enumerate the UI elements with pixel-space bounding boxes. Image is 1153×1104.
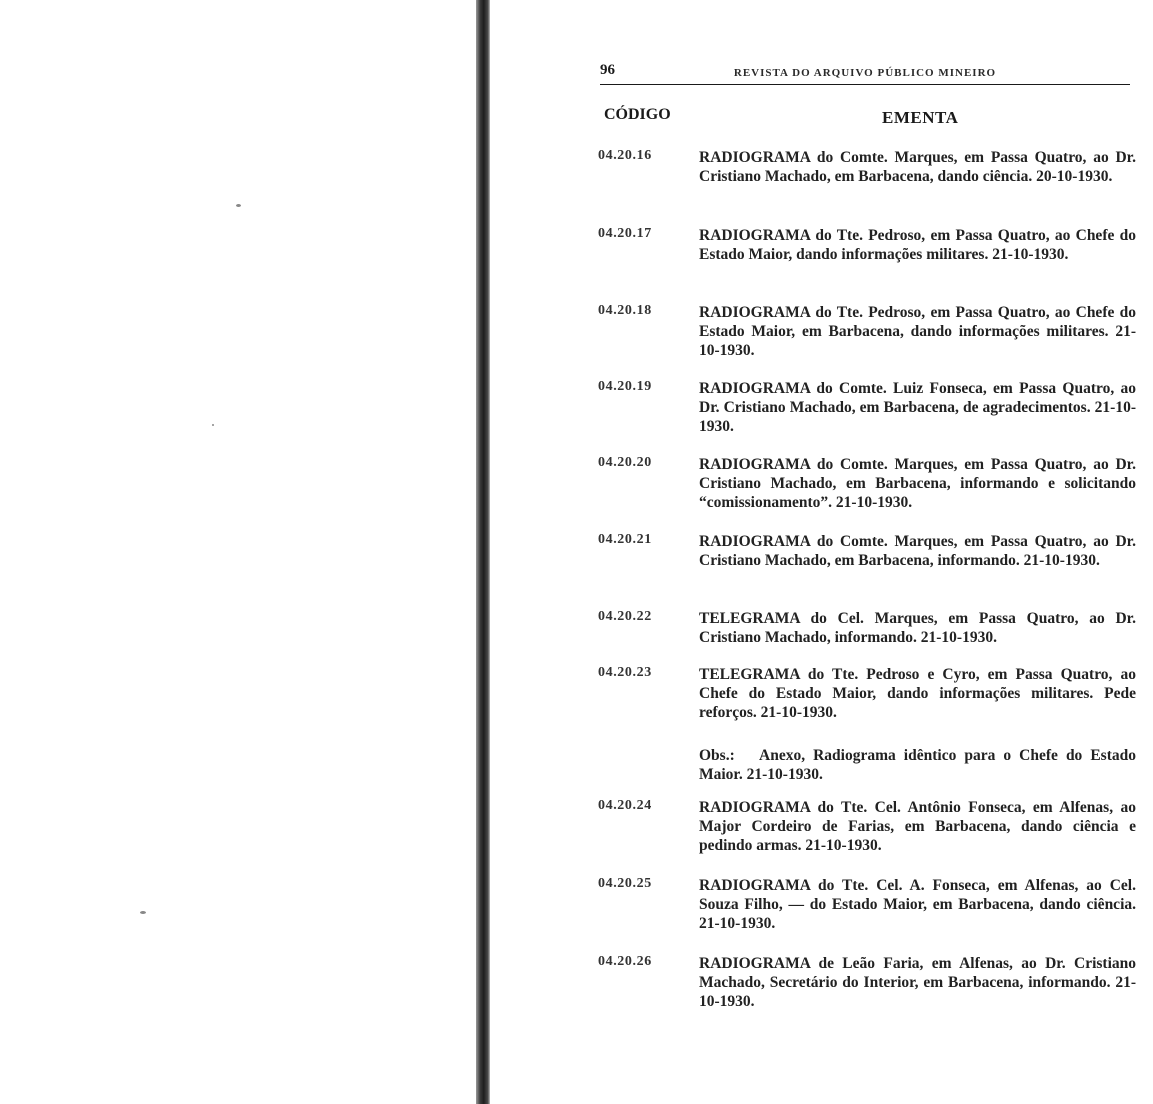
entry-code: 04.20.19 xyxy=(598,379,652,394)
entry-text: TELEGRAMA do Tte. Pedroso e Cyro, em Passa Quatro, ao Chefe do Estado Maior, dando informações militares. Pede reforços. 21-10-1930. xyxy=(699,666,1136,721)
right-page xyxy=(490,0,1153,1104)
entry-code: 04.20.20 xyxy=(598,455,652,470)
entry-text: RADIOGRAMA de Leão Faria, em Alfenas, ao Dr. Cristiano Machado, Secretário do Interior, em Barbacena, informando. 21-10-1930. xyxy=(699,955,1136,1010)
entry-code: 04.20.24 xyxy=(598,798,652,813)
header-rule xyxy=(600,84,1130,85)
entry-text: RADIOGRAMA do Tte. Cel. A. Fonseca, em Alfenas, ao Cel. Souza Filho, — do Estado Maior, em Barbacena, dando ciência. 21-10-1930. xyxy=(699,877,1136,932)
entry-text: RADIOGRAMA do Tte. Pedroso, em Passa Quatro, ao Chefe do Estado Maior, dando informações militares. 21-10-1930. xyxy=(699,227,1136,263)
entry-observation xyxy=(699,746,1136,784)
entry-text: RADIOGRAMA do Comte. Marques, em Passa Quatro, ao Dr. Cristiano Machado, em Barbacena, informando e solicitando “comissionamento”. 21-10-1930. xyxy=(699,456,1136,511)
entry-text: RADIOGRAMA do Comte. Marques, em Passa Quatro, ao Dr. Cristiano Machado, em Barbacena, informando. 21-10-1930. xyxy=(699,533,1136,569)
entry-text: RADIOGRAMA do Comte. Marques, em Passa Quatro, ao Dr. Cristiano Machado, em Barbacena, dando ciência. 20-10-1930. xyxy=(699,149,1136,185)
entry-code: 04.20.18 xyxy=(598,303,652,318)
observation-text: Anexo, Radiograma idêntico para o Chefe do Estado Maior. 21-10-1930. xyxy=(699,747,1136,783)
entry-code: 04.20.26 xyxy=(598,954,652,969)
entry-text: RADIOGRAMA do Tte. Pedroso, em Passa Quatro, ao Chefe do Estado Maior, em Barbacena, dando informações militares. 21-10-1930. xyxy=(699,304,1136,359)
entry-text: TELEGRAMA do Cel. Marques, em Passa Quatro, ao Dr. Cristiano Machado, informando. 21-10-1930. xyxy=(699,610,1136,646)
entry-code: 04.20.25 xyxy=(598,876,652,891)
code-column-header: CÓDIGO xyxy=(604,106,671,123)
ementa-column-header: EMENTA xyxy=(882,108,959,127)
entry-code: 04.20.23 xyxy=(598,665,652,680)
entry-code: 04.20.21 xyxy=(598,532,652,547)
entry-code: 04.20.17 xyxy=(598,226,652,241)
left-page-blank xyxy=(0,0,470,1104)
entry-code: 04.20.16 xyxy=(598,148,652,163)
journal-title: REVISTA DO ARQUIVO PÚBLICO MINEIRO xyxy=(733,67,997,79)
running-head xyxy=(600,62,1130,90)
scan-speck xyxy=(212,424,214,426)
page-number: 96 xyxy=(600,62,615,78)
scan-speck xyxy=(140,911,146,914)
entry-text: RADIOGRAMA do Tte. Cel. Antônio Fonseca, em Alfenas, ao Major Cordeiro de Farias, em Barbacena, dando ciência e pedindo armas. 21-10-1930. xyxy=(699,799,1136,854)
scan-speck xyxy=(236,204,241,207)
entry-text: RADIOGRAMA do Comte. Luiz Fonseca, em Passa Quatro, ao Dr. Cristiano Machado, em Barbacena, de agradecimentos. 21-10-1930. xyxy=(699,380,1136,435)
book-gutter xyxy=(476,0,490,1104)
observation-label: Obs.: xyxy=(699,747,735,764)
entry-code: 04.20.22 xyxy=(598,609,652,624)
